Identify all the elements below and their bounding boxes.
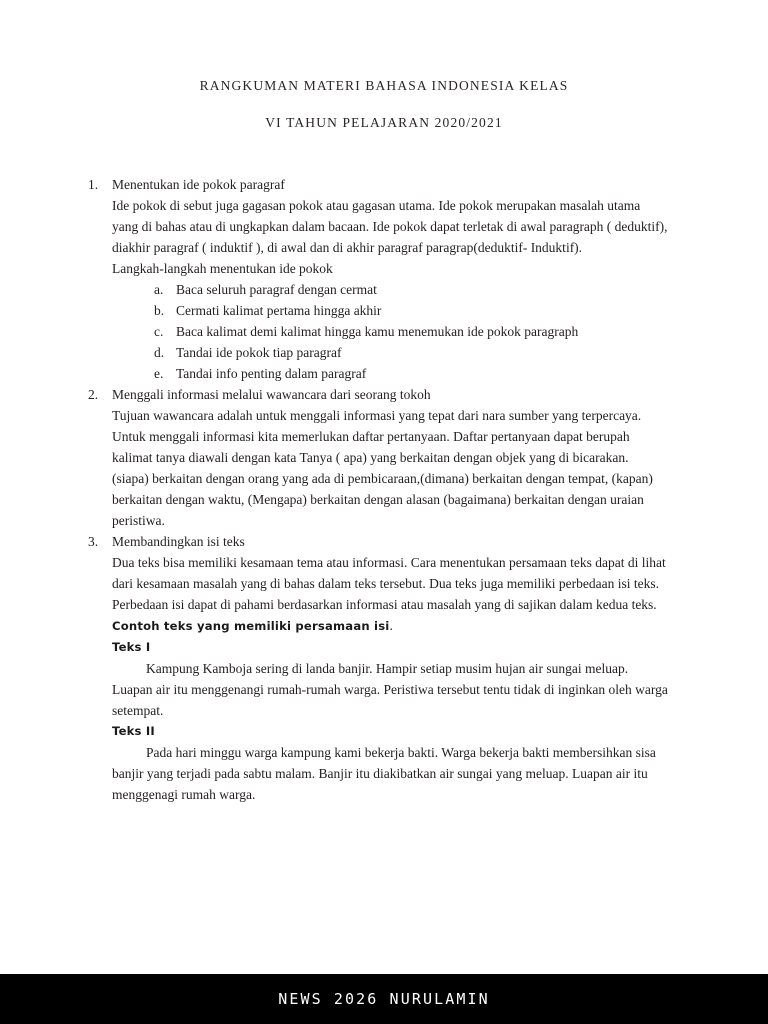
sublist-text: Tandai info penting dalam paragraf [176,366,367,381]
sublist-text: Tandai ide pokok tiap paragraf [176,345,342,360]
list-item [112,300,668,321]
section-heading: Membandingkan isi teks [112,534,245,549]
list-item [112,321,668,342]
teks-1-label: Teks I [112,640,151,654]
sublist-text: Baca seluruh paragraf dengan cermat [176,282,377,297]
sublist-marker: d. [154,345,165,360]
sublist-marker: b. [154,303,165,318]
list-marker: 1. [88,177,99,192]
lettered-sublist [112,279,668,384]
teks-1-paragraph [112,658,668,721]
page-title-line-2: VI TAHUN PELAJARAN 2020/2021 [265,115,503,130]
numbered-section-3 [88,531,668,805]
list-marker: 2. [88,387,99,402]
list-item [112,279,668,300]
examples-lead-period: . [389,618,393,633]
teks-2-body: Pada hari minggu warga kampung kami bekerja bakti. Warga bekerja bakti membersihkan sisa banjir yang terjadi pada sabtu malam. Banjir itu diakibatkan air sungai yang meluap. Luapan air itu menggenagi rumah warga. [112,745,656,802]
sublist-marker: e. [154,366,164,381]
teks-1-body: Kampung Kamboja sering di landa banjir. Hampir setiap musim hujan air sungai meluap. Luapan air itu menggenangi rumah-rumah warga. Peristiwa tersebut tentu tidak di inginkan oleh warga setempat. [112,661,668,718]
numbered-section-2 [88,384,668,531]
examples-lead-heading [112,615,668,637]
list-item [112,363,668,384]
sublist-marker: a. [154,282,164,297]
footer-watermark-text: NEWS 2026 NURULAMIN [278,990,490,1008]
section-paragraph: Dua teks bisa memiliki kesamaan tema atau informasi. Cara menentukan persamaan teks dapat di lihat dari kesamaan masalah yang di bahas dalam teks tersebut. Dua teks juga memiliki perbedaan isi teks. Perbedaan isi dapat di pahami berdasarkan informasi atau masalah yang di sajikan dalam kedua teks. [112,555,666,612]
page-title-line-1: RANGKUMAN MATERI BAHASA INDONESIA KELAS [199,78,569,93]
list-marker: 3. [88,534,99,549]
numbered-section-1 [88,174,668,384]
examples-lead-text: Contoh teks yang memiliki persamaan isi [112,619,390,633]
teks-2-label: Teks II [112,724,155,738]
sublist-marker: c. [154,324,164,339]
section-heading: Menentukan ide pokok paragraf [112,177,285,192]
section-paragraph: Ide pokok di sebut juga gagasan pokok atau gagasan utama. Ide pokok merupakan masalah utama yang di bahas atau di ungkapkan dalam bacaan. Ide pokok dapat terletak di awal paragraph ( deduktif), diakhir paragraf ( induktif ), di awal dan di akhir paragraf paragrap(deduktif- Induktif). [112,198,668,255]
section-subheading: Langkah-langkah menentukan ide pokok [112,261,333,276]
footer-watermark-bar [0,974,768,1024]
teks-2-paragraph [112,742,668,805]
document-body [88,174,668,805]
sublist-text: Cermati kalimat pertama hingga akhir [176,303,382,318]
section-heading: Menggali informasi melalui wawancara dari seorang tokoh [112,387,431,402]
sublist-text: Baca kalimat demi kalimat hingga kamu menemukan ide pokok paragraph [176,324,579,339]
list-item [112,342,668,363]
section-paragraph: Tujuan wawancara adalah untuk menggali informasi yang tepat dari nara sumber yang terpercaya. Untuk menggali informasi kita memerlukan daftar pertanyaan. Daftar pertanyaan dapat berupah kalimat tanya diawali dengan kata Tanya ( apa) yang berkaitan dengan objek yang di bicarakan. (siapa) berkaitan dengan orang yang ada di pembicaraan,(dimana) berkaitan dengan tempat, (kapan) berkaitan dengan waktu, (Mengapa) berkaitan dengan alasan (bagaimana) berkaitan dengan uraian peristiwa. [112,408,653,528]
